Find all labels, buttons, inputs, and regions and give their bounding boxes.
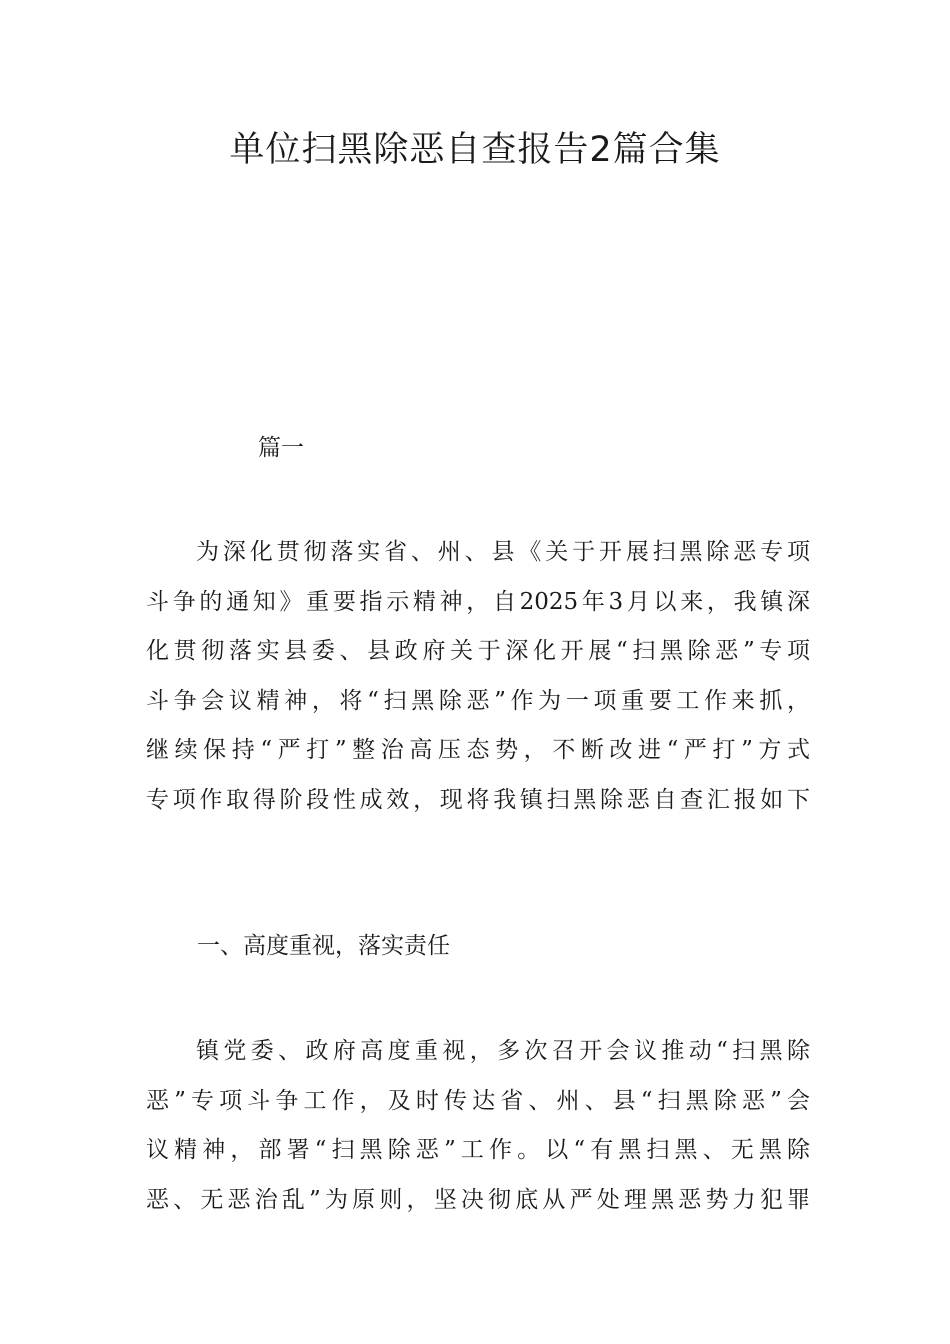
paragraph-line: 化贯彻落实县委、县政府关于深化开展“扫黑除恶”专项 bbox=[146, 638, 810, 664]
section-heading: 一、高度重视，落实责任 bbox=[197, 933, 450, 959]
paragraph-line: 专项作取得阶段性成效，现将我镇扫黑除恶自查汇报如下 bbox=[146, 786, 810, 813]
paragraph-1 bbox=[146, 528, 810, 825]
paragraph-line: 继续保持“严打”整治高压态势，不断改进“严打”方式 bbox=[146, 737, 810, 763]
paragraph-line: 镇党委、政府高度重视，多次召开会议推动“扫黑除 bbox=[196, 1038, 810, 1064]
paragraph-line: 恶、无恶治乱”为原则，坚决彻底从严处理黑恶势力犯罪 bbox=[146, 1186, 810, 1213]
section-label: 篇一 bbox=[258, 435, 304, 461]
paragraph-line: 恶”专项斗争工作，及时传达省、州、县“扫黑除恶”会 bbox=[146, 1087, 810, 1114]
document-title: 单位扫黑除恶自查报告2篇合集 bbox=[229, 130, 721, 170]
paragraph-line: 为深化贯彻落实省、州、县《关于开展扫黑除恶专项 bbox=[196, 539, 810, 565]
paragraph-2 bbox=[146, 1027, 810, 1225]
paragraph-line: 议精神，部署“扫黑除恶”工作。以“有黑扫黑、无黑除 bbox=[146, 1137, 810, 1163]
paragraph-line: 斗争的通知》重要指示精神，自2025年3月以来，我镇深 bbox=[146, 588, 810, 615]
paragraph-line: 斗争会议精神，将“扫黑除恶”作为一项重要工作来抓， bbox=[146, 687, 810, 714]
